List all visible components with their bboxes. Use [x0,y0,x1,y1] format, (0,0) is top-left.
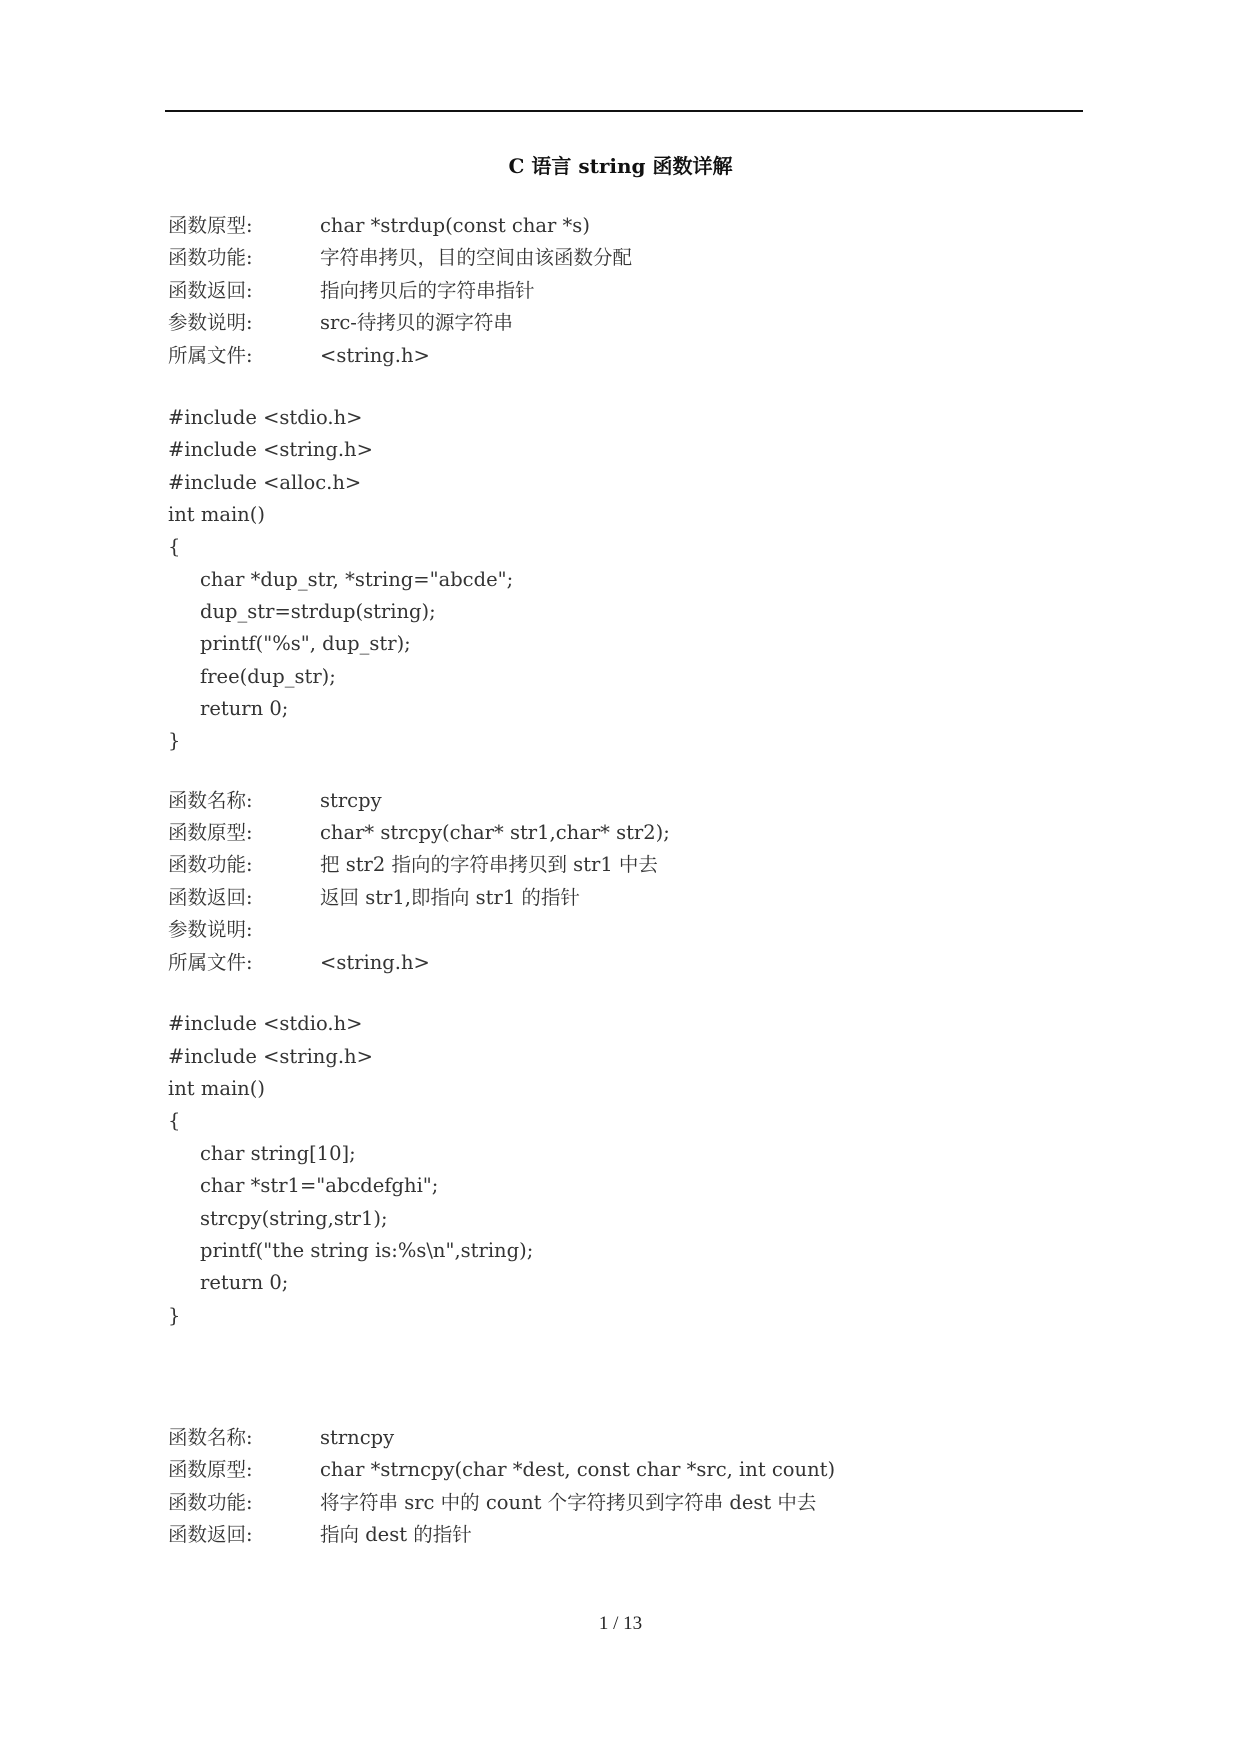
info-value: 将字符串 src 中的 count 个字符拷贝到字符串 dest 中去 [320,1491,817,1514]
info-value: 返回 str1,即指向 str1 的指针 [320,886,580,909]
code-line: free(dup_str); [200,665,336,688]
info-label: 函数原型: [168,821,253,844]
info-value: strcpy [320,789,382,812]
info-label: 函数原型: [168,214,253,237]
info-row [168,882,580,914]
info-value: char *strdup(const char *s) [320,214,590,237]
code-line: char *str1="abcdefghi"; [200,1174,439,1197]
document-title: C 语言 string 函数详解 [508,154,733,178]
info-value: 把 str2 指向的字符串拷贝到 str1 中去 [320,853,658,876]
header-rule [165,110,1083,112]
info-row [168,947,430,979]
info-label: 函数返回: [168,1523,253,1546]
info-label: 函数返回: [168,279,253,302]
code-line: #include <stdio.h> [168,1012,363,1035]
code-line: return 0; [200,1271,289,1294]
info-row [168,307,513,339]
code-line: int main() [168,1077,265,1100]
info-value: <string.h> [320,951,430,974]
info-label: 参数说明: [168,918,253,941]
info-label: 函数功能: [168,853,253,876]
code-line: #include <string.h> [168,438,373,461]
info-value: 字符串拷贝，目的空间由该函数分配 [320,246,633,269]
info-value: char *strncpy(char *dest, const char *src, int count) [320,1458,836,1481]
code-line: char string[10]; [200,1142,356,1165]
info-value: 指向拷贝后的字符串指针 [320,279,535,302]
info-label: 函数功能: [168,1491,253,1514]
info-row [168,785,382,817]
info-row [168,275,535,307]
info-label: 函数返回: [168,886,253,909]
code-line: printf("the string is:%s\n",string); [200,1239,534,1262]
info-row [168,849,658,881]
code-line: int main() [168,503,265,526]
info-row [168,817,670,849]
info-value: src-待拷贝的源字符串 [320,311,513,334]
info-value: 指向 dest 的指针 [320,1523,472,1546]
code-line: strcpy(string,str1); [200,1207,388,1230]
info-label: 所属文件: [168,344,253,367]
code-line: } [168,1304,181,1327]
code-line: printf("%s", dup_str); [200,632,411,655]
info-row [168,340,430,372]
info-row [168,242,632,274]
info-row [168,1454,835,1486]
info-row [168,1422,394,1454]
info-label: 函数名称: [168,789,253,812]
info-label: 函数名称: [168,1426,253,1449]
code-line: dup_str=strdup(string); [200,600,436,623]
code-line: #include <alloc.h> [168,471,362,494]
code-line: #include <string.h> [168,1045,373,1068]
info-value: strncpy [320,1426,395,1449]
info-row [168,1519,472,1551]
info-label: 所属文件: [168,951,253,974]
code-line: return 0; [200,697,289,720]
info-row [168,1487,816,1519]
page-number: 1 / 13 [598,1613,643,1634]
info-label: 函数功能: [168,246,253,269]
info-label: 参数说明: [168,311,253,334]
code-line: char *dup_str, *string="abcde"; [200,568,514,591]
code-line: } [168,729,181,752]
info-row [168,210,590,242]
info-value: <string.h> [320,344,430,367]
info-label: 函数原型: [168,1458,253,1481]
code-line: { [168,535,181,558]
code-line: { [168,1109,181,1132]
code-line: #include <stdio.h> [168,406,363,429]
info-row [168,914,320,946]
info-value: char* strcpy(char* str1,char* str2); [320,821,670,844]
